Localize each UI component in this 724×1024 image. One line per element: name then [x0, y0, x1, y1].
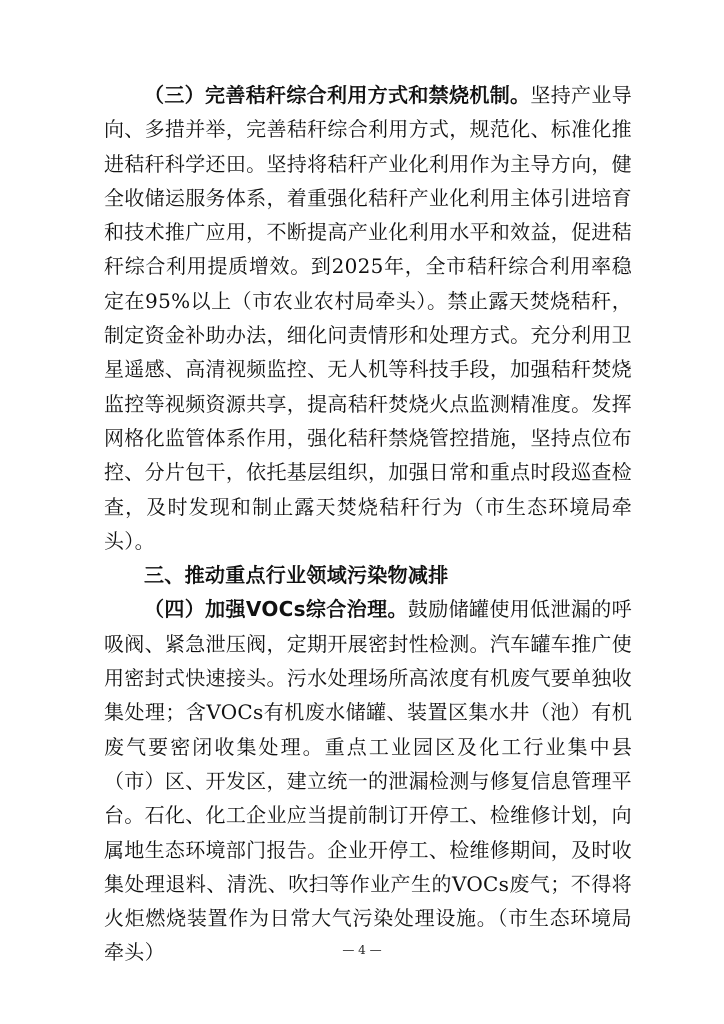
- paragraph-body-vocs: 鼓励储罐使用低泄漏的呼吸阀、紧急泄压阀，定期开展密封性检测。汽车罐车推广使用密封式快速接头。污水处理场所高浓度有机废气要单独收集处理；含VOCs有机废水储罐、装置区集水井（池）有机废气要密闭收集处理。重点工业园区及化工行业集中县（市）区、开发区，建立统一的泄漏检测与修复信息管理平台。石化、化工企业应当提前制订开停工、检维修计划，向属地生态环境部门报告。企业开停工、检维修期间，及时收集处理退料、清洗、吹扫等作业产生的VOCs废气；不得将火炬燃烧装置作为日常大气污染处理设施。（市生态环境局牵头）: [104, 597, 632, 965]
- section-heading-emission-reduction: 三、推动重点行业领域污染物减排: [144, 563, 449, 588]
- paragraph-vocs-treatment: [104, 592, 632, 969]
- document-page: [104, 78, 632, 970]
- paragraph-body-straw: 坚持产业导向、多措并举，完善秸秆综合利用方式，规范化、标准化推进秸秆科学还田。坚持将秸秆产业化利用作为主导方向，健全收储运服务体系，着重强化秸秆产业化利用主体引进培育和技术推广应用，不断提高产业化利用水平和效益，促进秸秆综合利用提质增效。到2025年，全市秸秆综合利用率稳定在95%以上（市农业农村局牵头）。禁止露天焚烧秸秆，制定资金补助办法，细化问责情形和处理方式。充分利用卫星遥感、高清视频监控、无人机等科技手段，加强秸秆焚烧监控等视频资源共享，提高秸秆焚烧火点监测精准度。发挥网格化监管体系作用，强化秸秆禁烧管控措施，坚持点位布控、分片包干，依托基层组织，加强日常和重点时段巡查检查，及时发现和制止露天焚烧秸秆行为（市生态环境局牵头）。: [104, 83, 632, 553]
- paragraph-lead-vocs: （四）加强VOCs综合治理。: [144, 597, 408, 622]
- paragraph-straw-utilization: [104, 78, 632, 558]
- page-number: — 4 —: [342, 943, 382, 957]
- paragraph-lead-straw: （三）完善秸秆综合利用方式和禁烧机制。: [144, 83, 531, 107]
